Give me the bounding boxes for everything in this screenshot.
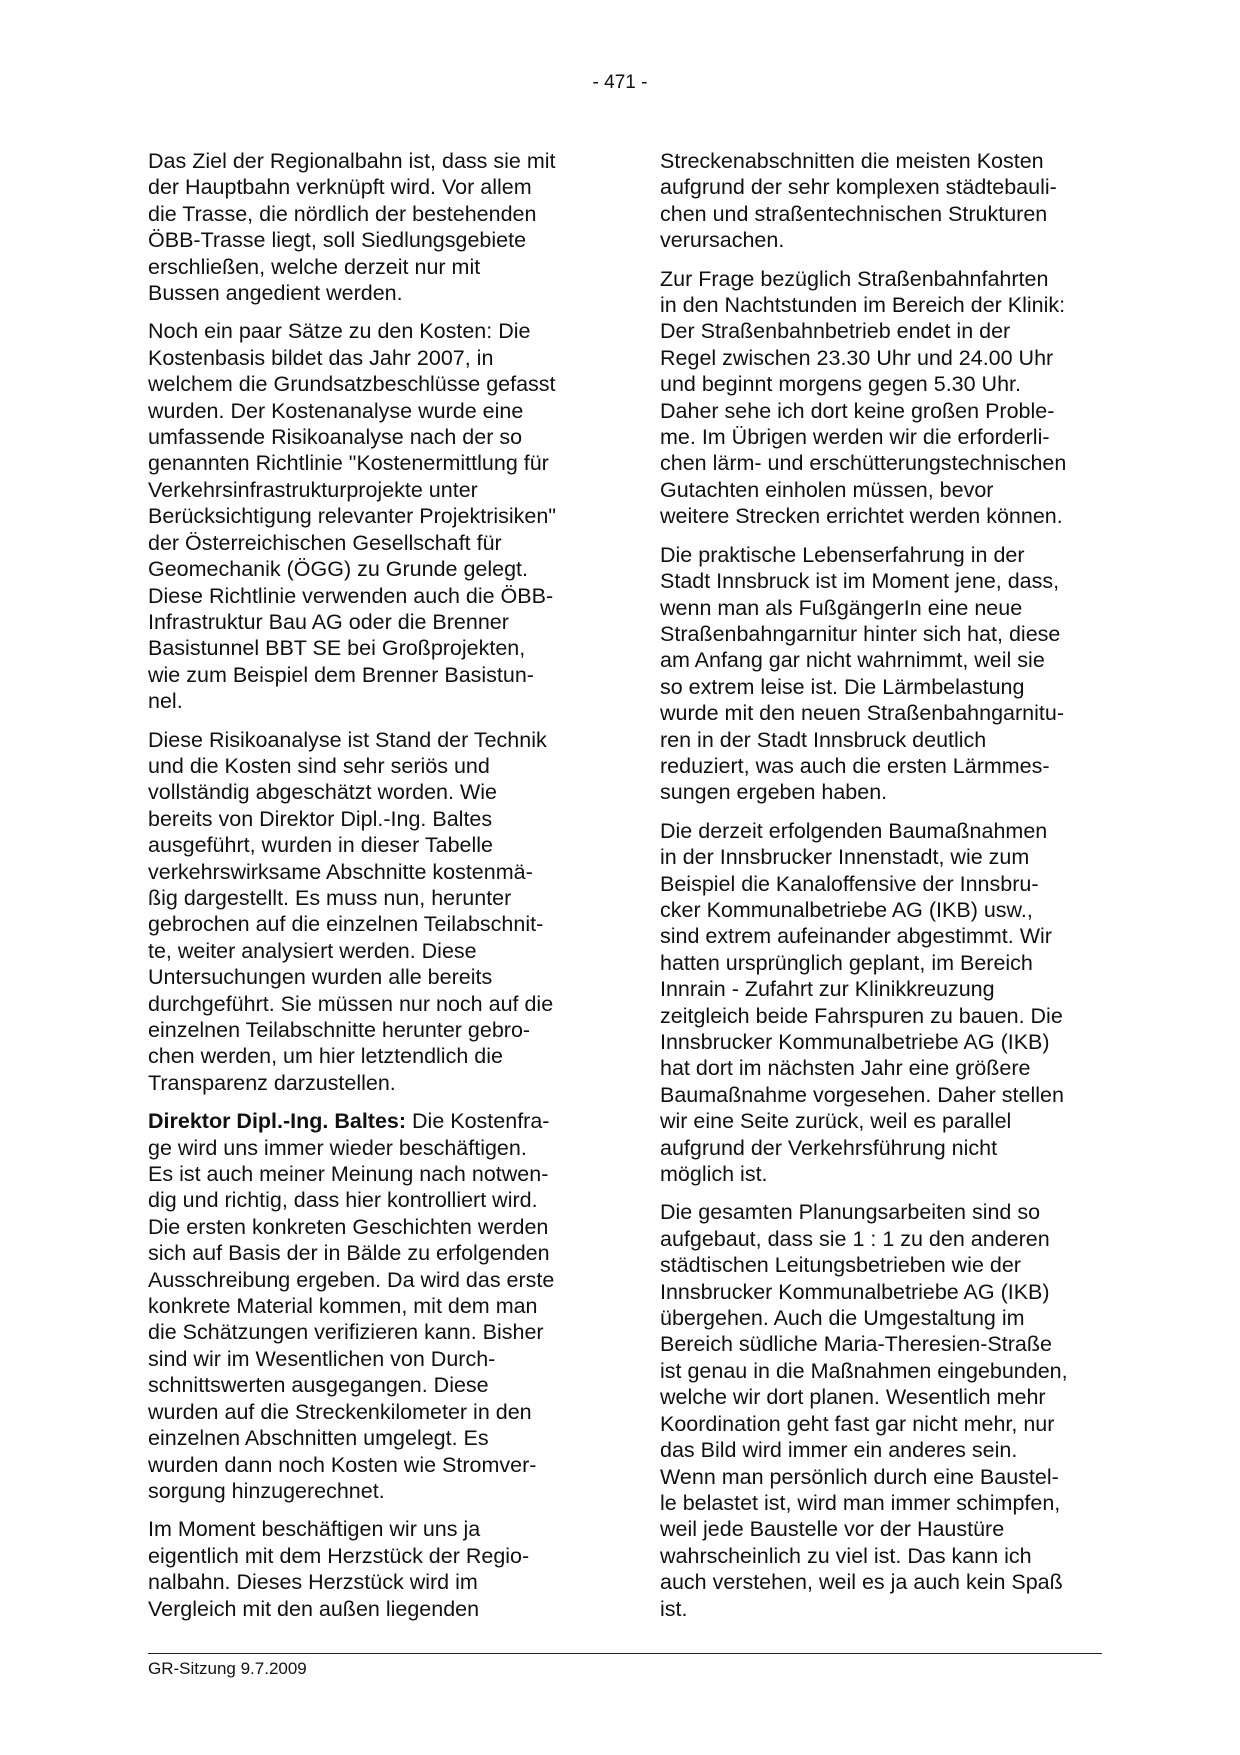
text-line: Untersuchungen wurden alle bereits xyxy=(148,965,493,990)
speaker-statement-start: Die Kostenfra- xyxy=(406,1109,550,1134)
text-line: te, weiter analysiert werden. Diese xyxy=(148,938,477,963)
text-line: Diese Risikoanalyse ist Stand der Technik xyxy=(148,727,547,752)
text-line: bereits von Direktor Dipl.-Ing. Baltes xyxy=(148,806,493,831)
text-line: ist. xyxy=(660,1596,688,1621)
text-line: Beispiel die Kanaloffensive der Innsbru- xyxy=(660,871,1039,896)
text-line: ge wird uns immer wieder beschäftigen. xyxy=(148,1135,527,1160)
text-line: welche wir dort planen. Wesentlich mehr xyxy=(660,1385,1046,1410)
text-line: vollständig abgeschätzt worden. Wie xyxy=(148,780,497,805)
text-line: sich auf Basis der in Bälde zu erfolgenden xyxy=(148,1241,550,1266)
text-line: Die derzeit erfolgenden Baumaßnahmen xyxy=(660,818,1048,843)
text-line: wenn man als FußgängerIn eine neue xyxy=(660,595,1023,620)
text-line: Innsbrucker Kommunalbetriebe AG (IKB) xyxy=(660,1030,1050,1054)
text-line: aufgebaut, dass sie 1 : 1 zu den anderen xyxy=(660,1226,1050,1251)
text-line: zeitgleich beide Fahrspuren zu bauen. Die xyxy=(660,1003,1063,1028)
text-line: eigentlich mit dem Herzstück der Regio- xyxy=(148,1543,530,1568)
text-line: ren in der Stadt Innsbruck deutlich xyxy=(660,727,987,752)
text-line: hat dort im nächsten Jahr eine größere xyxy=(660,1056,1031,1081)
speaker-name: Direktor Dipl.-Ing. Baltes: xyxy=(148,1109,407,1134)
text-line: chen und straßentechnischen Strukturen xyxy=(660,201,1048,226)
text-line: ausgeführt, wurden in dieser Tabelle xyxy=(148,833,494,858)
footer-divider xyxy=(148,1653,1102,1654)
text-line: Transparenz darzustellen. xyxy=(148,1070,396,1095)
text-line xyxy=(148,1108,588,1134)
text-line: chen werden, um hier letztendlich die xyxy=(148,1044,503,1069)
text-line: wir eine Seite zurück, weil es parallel xyxy=(660,1109,1012,1134)
text-line: Daher sehe ich dort keine großen Proble- xyxy=(660,398,1055,423)
text-line: ÖBB-Trasse liegt, soll Siedlungsgebiete xyxy=(148,228,527,253)
text-line: Berücksichtigung relevanter Projektrisiken" xyxy=(148,504,556,529)
text-line: nel. xyxy=(148,689,183,714)
text-line: Koordination geht fast gar nicht mehr, nur xyxy=(660,1411,1055,1436)
page-number: - 471 - xyxy=(592,72,648,93)
text-line: verursachen. xyxy=(660,228,785,253)
text-line: Bereich südliche Maria-Theresien-Straße xyxy=(660,1332,1052,1357)
paragraph xyxy=(660,266,1100,530)
text-line: Regel zwischen 23.30 Uhr und 24.00 Uhr xyxy=(660,345,1054,370)
paragraph xyxy=(148,1108,588,1504)
text-line: erschließen, welche derzeit nur mit xyxy=(148,254,481,279)
text-line: in den Nachtstunden im Bereich der Klinik: xyxy=(660,293,1066,318)
text-line: verkehrswirksame Abschnitte kostenmä- xyxy=(148,859,533,884)
text-line: Diese Richtlinie verwenden auch die ÖBB- xyxy=(148,583,554,608)
text-line: hatten ursprünglich geplant, im Bereich xyxy=(660,950,1033,975)
text-line: aufgrund der Verkehrsführung nicht xyxy=(660,1135,998,1160)
paragraph xyxy=(148,1516,588,1622)
text-line: umfassende Risikoanalyse nach der so xyxy=(148,425,523,450)
text-line: Bussen angedient werden. xyxy=(148,281,403,306)
text-line: möglich ist. xyxy=(660,1162,768,1187)
text-line: Zur Frage bezüglich Straßenbahnfahrten xyxy=(660,266,1049,291)
text-line: in der Innsbrucker Innenstadt, wie zum xyxy=(660,845,1030,870)
text-line: einzelnen Abschnitten umgelegt. Es xyxy=(148,1426,489,1451)
text-line: wurden auf die Streckenkilometer in den xyxy=(148,1399,532,1424)
text-line: Streckenabschnitten die meisten Kosten xyxy=(660,149,1044,173)
text-line: Das Ziel der Regionalbahn ist, dass sie mit xyxy=(148,149,556,173)
text-line: wurde mit den neuen Straßenbahngarnitu- xyxy=(660,701,1064,726)
text-line: und die Kosten sind sehr seriös und xyxy=(148,753,490,778)
text-line: sorgung hinzugerechnet. xyxy=(148,1478,385,1503)
text-line: einzelnen Teilabschnitte herunter gebro- xyxy=(148,1018,531,1042)
text-line: Ausschreibung ergeben. Da wird das erste xyxy=(148,1267,555,1292)
text-line: städtischen Leitungsbetrieben wie der xyxy=(660,1253,1021,1278)
text-line: Wenn man persönlich durch eine Baustel- xyxy=(660,1464,1059,1489)
text-line: Vergleich mit den außen liegenden xyxy=(148,1596,480,1621)
text-line: Baumaßnahme vorgesehen. Daher stellen xyxy=(660,1082,1064,1107)
text-line: reduziert, was auch die ersten Lärmmes- xyxy=(660,753,1050,778)
text-line: Kostenbasis bildet das Jahr 2007, in xyxy=(148,345,494,370)
text-line: und beginnt morgens gegen 5.30 Uhr. xyxy=(660,372,1021,397)
text-line: Basistunnel BBT SE bei Großprojekten, xyxy=(148,636,526,661)
footer-session-label: GR-Sitzung 9.7.2009 xyxy=(148,1659,307,1678)
text-line: wie zum Beispiel dem Brenner Basistun- xyxy=(148,662,534,687)
text-line: dig und richtig, dass hier kontrolliert wird. xyxy=(148,1188,538,1213)
text-line: chen lärm- und erschütterungstechnischen xyxy=(660,451,1067,476)
text-line: am Anfang gar nicht wahrnimmt, weil sie xyxy=(660,648,1045,673)
text-line: Geomechanik (ÖGG) zu Grunde gelegt. xyxy=(148,557,529,582)
text-line: nalbahn. Dieses Herzstück wird im xyxy=(148,1570,478,1595)
paragraph xyxy=(148,148,588,306)
paragraph xyxy=(148,318,588,714)
paragraph xyxy=(148,727,588,1097)
text-line: die Schätzungen verifizieren kann. Bisher xyxy=(148,1320,544,1345)
text-line: cker Kommunalbetriebe AG (IKB) usw., xyxy=(660,897,1033,922)
paragraph xyxy=(660,148,1100,254)
text-line: Infrastruktur Bau AG oder die Brenner xyxy=(148,609,509,634)
text-line: weitere Strecken errichtet werden können. xyxy=(660,504,1063,529)
text-line: wahrscheinlich zu viel ist. Das kann ich xyxy=(660,1543,1032,1568)
text-line: ist genau in die Maßnahmen eingebunden, xyxy=(660,1358,1068,1383)
text-line: Es ist auch meiner Meinung nach notwen- xyxy=(148,1162,549,1187)
text-line: schnittswerten ausgegangen. Diese xyxy=(148,1373,489,1398)
paragraph xyxy=(660,1199,1100,1622)
text-line: der Österreichischen Gesellschaft für xyxy=(148,530,502,555)
text-line: weil jede Baustelle vor der Haustüre xyxy=(660,1517,1005,1542)
text-line: durchgeführt. Sie müssen nur noch auf die xyxy=(148,991,554,1016)
text-line: Die gesamten Planungsarbeiten sind so xyxy=(660,1200,1041,1225)
text-line: gebrochen auf die einzelnen Teilabschnit- xyxy=(148,912,544,937)
text-line: konkrete Material kommen, mit dem man xyxy=(148,1294,538,1319)
text-line: wurden. Der Kostenanalyse wurde eine xyxy=(148,398,524,423)
text-line: le belastet ist, wird man immer schimpfen, xyxy=(660,1490,1061,1515)
text-line: Die ersten konkreten Geschichten werden xyxy=(148,1214,549,1239)
left-column xyxy=(148,148,588,1634)
text-line: Die praktische Lebenserfahrung in der xyxy=(660,542,1025,567)
text-line: sungen ergeben haben. xyxy=(660,780,888,805)
text-line: Noch ein paar Sätze zu den Kosten: Die xyxy=(148,319,531,344)
text-line: sind extrem aufeinander abgestimmt. Wir xyxy=(660,924,1052,949)
text-line: ßig dargestellt. Es muss nun, herunter xyxy=(148,885,512,910)
text-line: auch verstehen, weil es ja auch kein Spaß xyxy=(660,1570,1063,1595)
text-line: Innsbrucker Kommunalbetriebe AG (IKB) xyxy=(660,1279,1050,1304)
text-line: aufgrund der sehr komplexen städtebauli- xyxy=(660,175,1057,200)
text-line: der Hauptbahn verknüpft wird. Vor allem xyxy=(148,175,532,200)
text-line: me. Im Übrigen werden wir die erforderli- xyxy=(660,425,1050,450)
text-line: das Bild wird immer ein anderes sein. xyxy=(660,1438,1018,1463)
text-line: wurden dann noch Kosten wie Stromver- xyxy=(148,1452,537,1477)
text-line: so extrem leise ist. Die Lärmbelastung xyxy=(660,674,1025,699)
text-line: Gutachten einholen müssen, bevor xyxy=(660,477,994,502)
text-line: Stadt Innsbruck ist im Moment jene, dass, xyxy=(660,569,1060,594)
text-line: Straßenbahngarnitur hinter sich hat, diese xyxy=(660,621,1061,646)
text-line: Verkehrsinfrastrukturprojekte unter xyxy=(148,477,478,502)
right-column xyxy=(660,148,1100,1634)
paragraph xyxy=(660,818,1100,1188)
text-line: Innrain - Zufahrt zur Klinikkreuzung xyxy=(660,977,995,1002)
text-line: sind wir im Wesentlichen von Durch- xyxy=(148,1346,496,1371)
text-line: genannten Richtlinie "Kostenermittlung für xyxy=(148,451,549,476)
text-line: welchem die Grundsatzbeschlüsse gefasst xyxy=(148,372,556,397)
text-line: Der Straßenbahnbetrieb endet in der xyxy=(660,319,1011,344)
text-line: übergehen. Auch die Umgestaltung im xyxy=(660,1306,1025,1331)
text-line: Im Moment beschäftigen wir uns ja xyxy=(148,1517,481,1542)
paragraph xyxy=(660,542,1100,806)
text-line: die Trasse, die nördlich der bestehenden xyxy=(148,201,537,226)
